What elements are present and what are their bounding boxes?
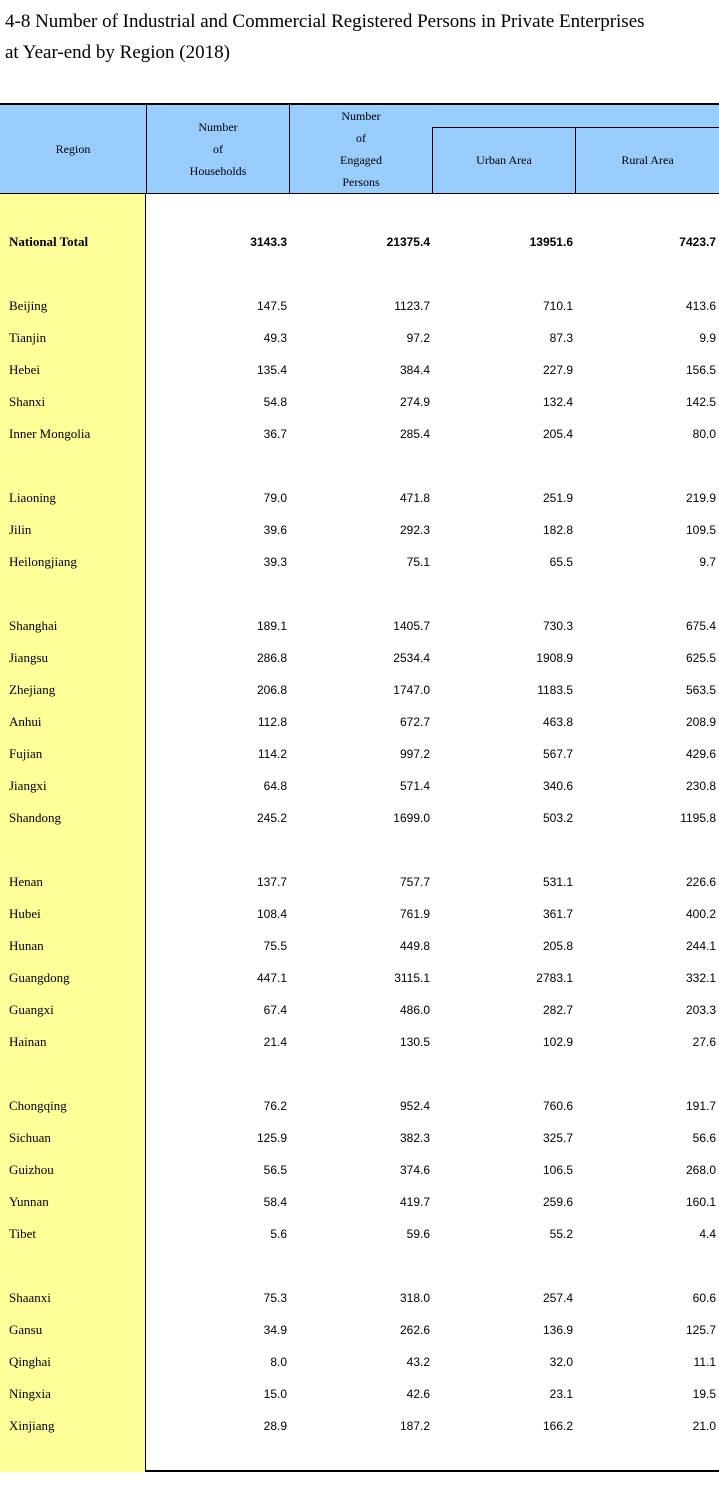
region-name: Xinjiang (9, 1418, 55, 1433)
region-name: Fujian (9, 746, 43, 761)
table-row (0, 1154, 719, 1186)
rural-value: 156.5 (685, 363, 716, 377)
region-name: Sichuan (9, 1130, 51, 1145)
urban-value: 361.7 (542, 907, 573, 921)
table-row (0, 418, 719, 450)
region-name: Qinghai (9, 1354, 51, 1369)
table-row (0, 962, 719, 994)
region-name: Inner Mongolia (9, 426, 91, 441)
households-value: 112.8 (257, 715, 287, 729)
engaged-value: 757.7 (399, 875, 430, 889)
table-row (0, 898, 719, 930)
households-value: 447.1 (256, 971, 287, 985)
table-row (0, 674, 719, 706)
table-row (0, 1186, 719, 1218)
engaged-value: 1405.7 (393, 619, 430, 633)
table-row (0, 802, 719, 834)
urban-value: 251.9 (542, 491, 573, 505)
region-name: Jiangsu (9, 650, 48, 665)
rural-value: 244.1 (685, 939, 716, 953)
rural-value: 268.0 (685, 1163, 716, 1177)
rural-value: 9.9 (699, 331, 716, 345)
engaged-value: 374.6 (399, 1163, 430, 1177)
households-value: 49.3 (263, 331, 287, 345)
region-name: Zhejiang (9, 682, 56, 697)
households-value: 5.6 (270, 1227, 287, 1241)
urban-value: 463.8 (542, 715, 573, 729)
urban-value: 340.6 (542, 779, 573, 793)
engaged-value: 43.2 (406, 1355, 430, 1369)
rural-value: 56.6 (692, 1131, 716, 1145)
households-value: 21.4 (263, 1035, 287, 1049)
engaged-value: 952.4 (399, 1099, 430, 1113)
region-name: Shandong (9, 810, 61, 825)
urban-value: 760.6 (542, 1099, 573, 1113)
urban-value: 531.1 (542, 875, 573, 889)
households-value: 8.0 (270, 1355, 287, 1369)
region-name: Gansu (9, 1322, 43, 1337)
urban-value: 257.4 (542, 1291, 573, 1305)
households-value: 34.9 (263, 1323, 287, 1337)
rural-value: 11.1 (693, 1355, 716, 1369)
table-row (0, 1282, 719, 1314)
rural-value: 208.9 (685, 715, 716, 729)
urban-value: 282.7 (542, 1003, 573, 1017)
rural-value: 9.7 (699, 555, 716, 569)
rural-value: 80.0 (692, 427, 716, 441)
households-value: 75.5 (263, 939, 287, 953)
header-urban-area: Urban Area (476, 153, 532, 167)
header-households-line: of (212, 142, 223, 156)
households-value: 56.5 (263, 1163, 287, 1177)
table-row (0, 994, 719, 1026)
households-value: 3143.3 (250, 235, 287, 249)
engaged-value: 384.4 (399, 363, 430, 377)
households-value: 67.4 (263, 1003, 287, 1017)
rural-value: 219.9 (685, 491, 716, 505)
region-name: Anhui (9, 714, 42, 729)
engaged-value: 486.0 (399, 1003, 430, 1017)
households-value: 137.7 (256, 875, 287, 889)
urban-value: 1908.9 (536, 651, 573, 665)
urban-value: 102.9 (542, 1035, 573, 1049)
engaged-value: 2534.4 (393, 651, 430, 665)
engaged-value: 761.9 (399, 907, 430, 921)
data-table (0, 103, 719, 1472)
households-value: 286.8 (256, 651, 287, 665)
table-row (0, 1378, 719, 1410)
urban-value: 55.2 (549, 1227, 573, 1241)
urban-value: 1183.5 (537, 683, 573, 697)
households-value: 147.5 (256, 299, 287, 313)
table-row (0, 1346, 719, 1378)
table-title (5, 6, 645, 68)
households-value: 245.2 (256, 811, 287, 825)
rural-value: 27.6 (692, 1035, 716, 1049)
engaged-value: 130.5 (399, 1035, 430, 1049)
rural-value: 21.0 (692, 1419, 716, 1433)
table-row (0, 482, 719, 514)
table-row (0, 386, 719, 418)
urban-value: 87.3 (549, 331, 573, 345)
table-row (0, 610, 719, 642)
header-region: Region (55, 142, 91, 156)
table-header (0, 105, 719, 194)
region-name: Tibet (9, 1226, 36, 1241)
table-row (0, 706, 719, 738)
engaged-value: 97.2 (406, 331, 430, 345)
households-value: 135.4 (256, 363, 287, 377)
engaged-value: 1747.0 (393, 683, 430, 697)
region-name: Hubei (9, 906, 41, 921)
region-name: Jiangxi (9, 778, 47, 793)
urban-value: 32.0 (549, 1355, 573, 1369)
rural-value: 413.6 (685, 299, 716, 313)
rural-value: 160.1 (685, 1195, 716, 1209)
engaged-value: 292.3 (399, 523, 430, 537)
region-name: Jilin (9, 522, 32, 537)
urban-value: 13951.6 (529, 235, 573, 249)
table-row (0, 226, 719, 258)
urban-value: 730.3 (542, 619, 573, 633)
rural-value: 7423.7 (679, 235, 716, 249)
header-engaged-line: of (355, 131, 366, 145)
header-households (147, 105, 289, 193)
table-row (0, 546, 719, 578)
urban-value: 205.4 (542, 427, 573, 441)
table-row (0, 1090, 719, 1122)
engaged-value: 274.9 (399, 395, 430, 409)
engaged-value: 59.6 (406, 1227, 430, 1241)
rural-value: 563.5 (685, 683, 716, 697)
urban-value: 136.9 (542, 1323, 573, 1337)
rural-value: 109.5 (685, 523, 716, 537)
engaged-value: 285.4 (399, 427, 430, 441)
engaged-value: 1699.0 (393, 811, 430, 825)
table-row (0, 930, 719, 962)
region-name: Ningxia (9, 1386, 51, 1401)
rural-value: 191.7 (685, 1099, 716, 1113)
households-value: 125.9 (256, 1131, 287, 1145)
engaged-value: 471.8 (399, 491, 430, 505)
engaged-value: 382.3 (399, 1131, 430, 1145)
engaged-value: 187.2 (399, 1419, 430, 1433)
table-row (0, 1314, 719, 1346)
header-engaged-line: Persons (342, 175, 380, 189)
urban-value: 710.1 (542, 299, 573, 313)
households-value: 108.4 (256, 907, 287, 921)
table-row (0, 866, 719, 898)
rural-value: 230.8 (685, 779, 716, 793)
households-value: 206.8 (256, 683, 287, 697)
rural-value: 429.6 (685, 747, 716, 761)
table-row (0, 770, 719, 802)
households-value: 58.4 (263, 1195, 287, 1209)
rural-value: 675.4 (685, 619, 716, 633)
urban-value: 325.7 (542, 1131, 573, 1145)
households-value: 114.2 (257, 747, 287, 761)
region-name: Shaanxi (9, 1290, 51, 1305)
region-name: Tianjin (9, 330, 47, 345)
rural-value: 125.7 (685, 1323, 716, 1337)
engaged-value: 3115.1 (394, 971, 430, 985)
engaged-value: 571.4 (399, 779, 430, 793)
region-name: Shanxi (9, 394, 46, 409)
rural-value: 1195.8 (680, 811, 716, 825)
engaged-value: 42.6 (406, 1387, 430, 1401)
urban-value: 2783.1 (536, 971, 573, 985)
region-name: Guangxi (9, 1002, 54, 1017)
urban-value: 166.2 (542, 1419, 573, 1433)
urban-value: 132.4 (542, 395, 573, 409)
header-engaged-persons (290, 105, 432, 193)
urban-value: 182.8 (542, 523, 573, 537)
engaged-value: 75.1 (406, 555, 430, 569)
urban-value: 503.2 (542, 811, 573, 825)
table-row (0, 354, 719, 386)
households-value: 76.2 (263, 1099, 287, 1113)
households-value: 189.1 (256, 619, 287, 633)
region-name: Guangdong (9, 970, 70, 985)
engaged-value: 1123.7 (394, 299, 430, 313)
households-value: 75.3 (263, 1291, 287, 1305)
urban-value: 259.6 (542, 1195, 573, 1209)
urban-value: 23.1 (549, 1387, 573, 1401)
table-row (0, 514, 719, 546)
households-value: 28.9 (263, 1419, 287, 1433)
title-line-2: at Year-end by Region (2018) (5, 42, 230, 63)
households-value: 54.8 (263, 395, 287, 409)
region-name: Heilongjiang (9, 554, 77, 569)
table-row (0, 1026, 719, 1058)
table-row (0, 1122, 719, 1154)
urban-value: 205.8 (542, 939, 573, 953)
table-row (0, 1410, 719, 1442)
region-name: Henan (9, 874, 43, 889)
region-name: Yunnan (9, 1194, 49, 1209)
rural-value: 226.6 (685, 875, 716, 889)
region-name: Guizhou (9, 1162, 54, 1177)
header-divider (289, 105, 290, 193)
engaged-value: 997.2 (399, 747, 430, 761)
header-divider (146, 105, 147, 193)
region-name: National Total (9, 234, 89, 249)
rural-value: 203.3 (685, 1003, 716, 1017)
header-rural-area: Rural Area (621, 153, 674, 167)
header-households-line: Number (198, 120, 238, 134)
urban-value: 227.9 (542, 363, 573, 377)
urban-value: 65.5 (549, 555, 573, 569)
title-line-1: 4-8 Number of Industrial and Commercial Registered Persons in Private Enterprises (5, 11, 645, 32)
rural-value: 142.5 (685, 395, 716, 409)
table-row (0, 738, 719, 770)
rural-value: 19.5 (692, 1387, 716, 1401)
region-name: Beijing (9, 298, 48, 313)
rural-value: 625.5 (685, 651, 716, 665)
table-row (0, 290, 719, 322)
rural-value: 4.4 (699, 1227, 716, 1241)
region-name: Hainan (9, 1034, 47, 1049)
households-value: 39.6 (263, 523, 287, 537)
header-engaged-line: Engaged (340, 153, 382, 167)
households-value: 79.0 (263, 491, 287, 505)
households-value: 39.3 (263, 555, 287, 569)
region-name: Hunan (9, 938, 44, 953)
rural-value: 332.1 (685, 971, 716, 985)
table-row (0, 1218, 719, 1250)
engaged-value: 449.8 (399, 939, 430, 953)
engaged-value: 262.6 (399, 1323, 430, 1337)
region-name: Shanghai (9, 618, 58, 633)
engaged-value: 21375.4 (386, 235, 430, 249)
table-row (0, 642, 719, 674)
households-value: 15.0 (263, 1387, 287, 1401)
region-name: Liaoning (9, 490, 56, 505)
header-engaged-line: Number (341, 109, 381, 123)
engaged-value: 318.0 (399, 1291, 430, 1305)
rural-value: 400.2 (685, 907, 716, 921)
table-row (0, 322, 719, 354)
engaged-value: 419.7 (399, 1195, 430, 1209)
region-name: Hebei (9, 362, 41, 377)
urban-value: 567.7 (542, 747, 573, 761)
households-value: 64.8 (263, 779, 287, 793)
engaged-value: 672.7 (399, 715, 430, 729)
households-value: 36.7 (263, 427, 287, 441)
region-name: Chongqing (9, 1098, 67, 1113)
rural-value: 60.6 (692, 1291, 716, 1305)
header-households-line: Households (189, 164, 247, 178)
urban-value: 106.5 (542, 1163, 573, 1177)
